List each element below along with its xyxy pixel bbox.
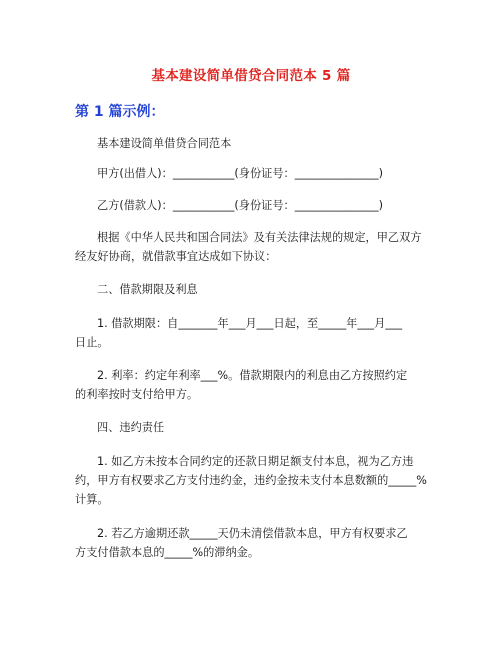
party-a-line bbox=[75, 164, 435, 183]
preamble-line-2: 经友好协商，就借款事宜达成如下协议： bbox=[75, 250, 277, 263]
clause-2-2-line-1: 2. 利率：约定年利率___%。借款期限内的利息由乙方按照约定 bbox=[97, 369, 408, 382]
party-b-text: 乙方(借款人)：___________(身份证号：_______________) bbox=[97, 199, 383, 212]
preamble-line-1: 根据《中华人民共和国合同法》及有关法律法规的规定，甲乙双方 bbox=[97, 231, 422, 244]
clause-2-heading bbox=[75, 280, 435, 299]
clause-2-heading-text: 二、借款期限及利息 bbox=[97, 283, 198, 296]
contract-title-text: 基本建设简单借贷合同范本 bbox=[97, 137, 232, 150]
clause-2-1-line-1: 1. 借款期限：自_______年___月___日起，至_____年___月___ bbox=[97, 317, 403, 330]
clause-4-heading bbox=[75, 418, 435, 437]
contract-title bbox=[75, 134, 435, 153]
clause-4-1-line-3: 计算。 bbox=[75, 493, 109, 506]
clause-2-2 bbox=[75, 366, 435, 404]
document-title: 基本建设简单借贷合同范本 5 篇 bbox=[151, 68, 351, 84]
clause-2-1-line-2: 日止。 bbox=[75, 336, 109, 349]
clause-4-1-line-1: 1. 如乙方未按本合同约定的还款日期足额支付本息，视为乙方违 bbox=[97, 455, 414, 468]
clause-4-2-line-1: 2. 若乙方逾期还款_____天仍未清偿借款本息，甲方有权要求乙 bbox=[97, 527, 408, 540]
clause-4-1-line-2: 约，甲方有权要求乙方支付违约金，违约金按未支付本息数额的_____% bbox=[75, 474, 427, 487]
preamble-paragraph bbox=[75, 228, 435, 266]
party-a-text: 甲方(出借人)：___________(身份证号：_______________) bbox=[97, 167, 383, 180]
section-heading: 第 1 篇示例： bbox=[75, 104, 165, 120]
clause-2-2-line-2: 的利率按时支付给甲方。 bbox=[75, 388, 199, 401]
clause-4-1 bbox=[75, 452, 435, 509]
clause-4-heading-text: 四、违约责任 bbox=[97, 421, 165, 434]
clause-2-1 bbox=[75, 314, 435, 352]
clause-4-2 bbox=[75, 524, 435, 562]
party-b-line bbox=[75, 196, 435, 215]
clause-4-2-line-2: 方支付借款本息的_____%的滞纳金。 bbox=[75, 546, 260, 559]
